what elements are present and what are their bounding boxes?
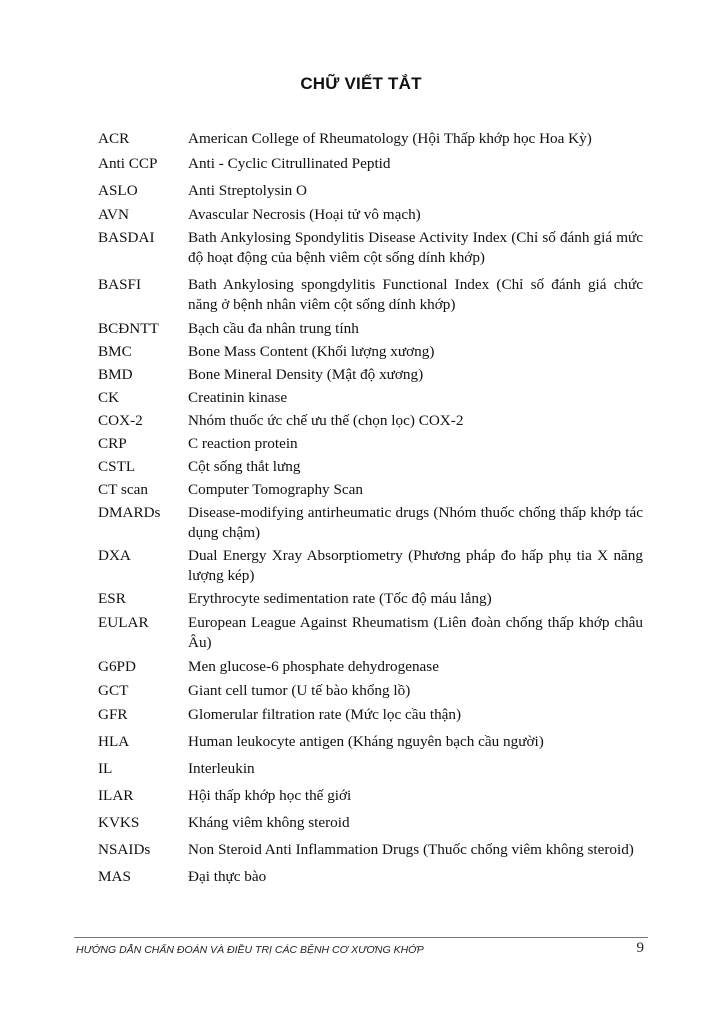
abbreviation-row [98,840,643,860]
abbreviation-row [98,319,643,339]
abbreviation-term: HLA [98,733,130,750]
abbreviation-term: BASFI [98,276,142,293]
footer-divider [74,937,648,938]
abbreviation-term: GFR [98,706,128,723]
abbreviation-row [98,546,643,586]
abbreviation-definition: Đại thực bào [188,868,267,885]
abbreviation-definition: Bạch cầu đa nhân trung tính [188,320,359,337]
abbreviation-term: DXA [98,547,131,564]
abbreviation-term: COX-2 [98,412,143,429]
abbreviation-row [98,759,643,779]
page-title: CHỮ VIẾT TẮT [300,74,422,93]
abbreviation-term: IL [98,760,113,777]
abbreviation-row [98,434,643,454]
abbreviation-term: G6PD [98,658,136,675]
abbreviation-definition: Glomerular filtration rate (Mức lọc cầu thận) [188,706,462,723]
abbreviation-definition: European League Against Rheumatism (Liên đoàn chống thấp khớp châu Âu) [188,614,643,651]
abbreviation-definition: Anti - Cyclic Citrullinated Peptid [188,155,391,172]
abbreviation-definition: Creatinin kinase [188,389,288,406]
abbreviation-definition: Bath Ankylosing Spondylitis Disease Activity Index (Chỉ số đánh giá mức độ hoạt động của bệnh viêm cột sống dính khớp) [188,229,643,266]
abbreviation-row [98,411,643,431]
abbreviation-term: KVKS [98,814,140,831]
abbreviation-row [98,813,643,833]
abbreviation-definition: C reaction protein [188,435,298,452]
abbreviation-definition: Non Steroid Anti Inflammation Drugs (Thuốc chống viêm không steroid) [188,841,634,858]
abbreviation-row [98,228,643,268]
abbreviation-definition: Dual Energy Xray Absorptiometry (Phương pháp đo hấp phụ tia X năng lượng kép) [188,547,643,584]
abbreviation-term: ILAR [98,787,134,804]
abbreviation-term: EULAR [98,614,149,631]
abbreviation-row [98,205,643,225]
abbreviation-definition: Bone Mineral Density (Mật độ xương) [188,366,424,383]
abbreviation-list [98,129,643,887]
abbreviation-definition: Nhóm thuốc ức chế ưu thế (chọn lọc) COX-2 [188,412,464,429]
abbreviation-definition: Interleukin [188,760,255,777]
abbreviation-row [98,388,643,408]
abbreviation-term: GCT [98,682,129,699]
abbreviation-definition: American College of Rheumatology (Hội Thấp khớp học Hoa Kỳ) [188,130,592,147]
abbreviation-row [98,657,643,677]
abbreviation-term: CT scan [98,481,148,498]
abbreviation-definition: Men glucose-6 phosphate dehydrogenase [188,658,439,675]
abbreviation-row [98,275,643,315]
abbreviation-row [98,786,643,806]
abbreviation-row [98,181,643,201]
abbreviation-row [98,480,643,500]
abbreviation-row [98,681,643,701]
abbreviation-row [98,457,643,477]
abbreviation-row [98,613,643,653]
abbreviation-definition: Disease-modifying antirheumatic drugs (Nhóm thuốc chống thấp khớp tác dụng chậm) [188,504,643,541]
abbreviation-term: BMD [98,366,133,383]
abbreviation-row [98,129,643,149]
abbreviation-term: BMC [98,343,132,360]
abbreviation-term: NSAIDs [98,841,151,858]
abbreviation-term: MAS [98,868,131,885]
abbreviation-term: Anti CCP [98,155,158,172]
abbreviation-definition: Giant cell tumor (U tế bào khổng lồ) [188,682,411,699]
footer-title: HƯỚNG DẪN CHẨN ĐOÁN VÀ ĐIỀU TRỊ CÁC BỆNH CƠ XƯƠNG KHỚP [76,944,424,956]
abbreviation-term: CSTL [98,458,136,475]
abbreviation-row [98,867,643,887]
abbreviation-row [98,365,643,385]
abbreviation-term: DMARDs [98,504,161,521]
abbreviation-term: ASLO [98,182,138,199]
abbreviation-row [98,503,643,543]
abbreviation-row [98,154,643,174]
abbreviation-definition: Cột sống thắt lưng [188,458,301,475]
abbreviation-term: ESR [98,590,126,607]
abbreviation-definition: Bath Ankylosing spongdylitis Functional Index (Chỉ số đánh giá chức năng ở bệnh nhân viêm cột sống dính khớp) [188,276,643,313]
abbreviation-term: BCĐNTT [98,320,159,337]
abbreviation-row [98,705,643,725]
abbreviation-term: ACR [98,130,130,147]
abbreviation-term: BASDAI [98,229,155,246]
abbreviation-definition: Hội thấp khớp học thế giới [188,787,352,804]
abbreviation-row [98,589,643,609]
abbreviation-definition: Erythrocyte sedimentation rate (Tốc độ máu lắng) [188,590,492,607]
abbreviation-row [98,342,643,362]
abbreviation-row [98,732,643,752]
abbreviation-definition: Computer Tomography Scan [188,481,363,498]
abbreviation-definition: Anti Streptolysin O [188,182,307,199]
abbreviation-definition: Kháng viêm không steroid [188,814,350,831]
abbreviation-definition: Bone Mass Content (Khối lượng xương) [188,343,435,360]
page-number: 9 [636,940,644,956]
abbreviation-definition: Avascular Necrosis (Hoại tử vô mạch) [188,206,421,223]
abbreviation-term: CK [98,389,120,406]
abbreviation-term: CRP [98,435,127,452]
abbreviation-definition: Human leukocyte antigen (Kháng nguyên bạch cầu người) [188,733,544,750]
abbreviation-term: AVN [98,206,129,223]
